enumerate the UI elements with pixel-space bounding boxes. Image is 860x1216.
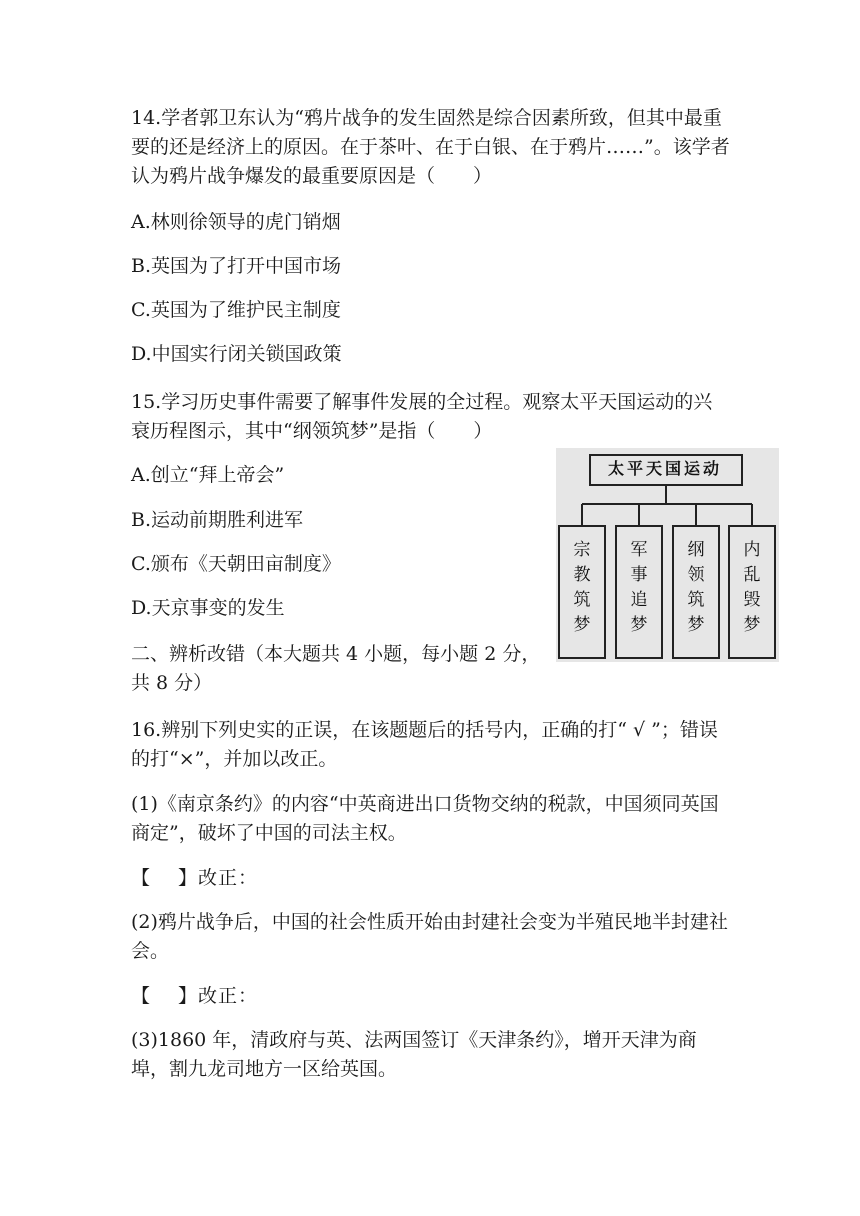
answer-blank-1[interactable]: 【 】改正：	[131, 867, 259, 889]
diagram-char: 筑	[573, 590, 591, 610]
diagram-char: 梦	[573, 615, 591, 635]
diagram-char: 乱	[743, 565, 761, 585]
question-15-option-c: C.颁布《天朝田亩制度》	[131, 553, 341, 575]
question-15-option-a: A.创立“拜上帝会”	[131, 464, 285, 486]
question-14-option-b: B.英国为了打开中国市场	[131, 255, 342, 277]
diagram-char: 梦	[743, 615, 761, 635]
answer-blank-2[interactable]: 【 】改正：	[131, 985, 259, 1007]
question-15-option-d: D.天京事变的发生	[131, 597, 285, 619]
question-15-option-b: B.运动前期胜利进军	[131, 509, 304, 531]
diagram-char: 毁	[743, 590, 761, 610]
diagram-char: 事	[630, 565, 648, 585]
diagram-box-military	[617, 528, 661, 656]
taiping-diagram	[556, 448, 779, 662]
question-14-option-c: C.英国为了维护民主制度	[131, 299, 341, 321]
question-14-option-a: A.林则徐领导的虎门销烟	[131, 211, 341, 233]
diagram-char: 内	[743, 540, 761, 560]
diagram-char: 领	[687, 565, 705, 585]
question-14-option-d: D.中国实行闭关锁国政策	[131, 343, 342, 365]
question-16-item-1: (1)《南京条约》的内容“中英商进出口货物交纳的税款，中国须同英国商定”，破坏了中国的司法主权。	[131, 793, 719, 844]
diagram-char: 筑	[687, 590, 705, 610]
diagram-char: 纲	[687, 540, 705, 560]
diagram-char: 梦	[630, 615, 648, 635]
section-2-heading: 二、辨析改错（本大题共 4 小题，每小题 2 分，共 8 分）	[131, 643, 541, 694]
diagram-char: 梦	[687, 615, 705, 635]
diagram-box-program	[674, 528, 718, 656]
diagram-box-turmoil	[730, 528, 774, 656]
question-16-stem: 16.辨别下列史实的正误，在该题题后的括号内，正确的打“ √ ”；错误的打“×”，并加以改正。	[131, 719, 718, 770]
diagram-char: 追	[630, 590, 648, 610]
diagram-char: 军	[630, 540, 648, 560]
question-15-stem: 15.学习历史事件需要了解事件发展的全过程。观察太平天国运动的兴衰历程图示，其中“纲领筑梦”是指（ ）	[131, 391, 713, 442]
diagram-title: 太平天国运动	[607, 459, 722, 478]
diagram-char: 宗	[573, 540, 591, 560]
question-16-item-2: (2)鸦片战争后，中国的社会性质开始由封建社会变为半殖民地半封建社会。	[131, 911, 728, 962]
diagram-box-religion	[560, 528, 604, 656]
diagram-char: 教	[573, 565, 591, 585]
question-16-item-3: (3)1860 年，清政府与英、法两国签订《天津条约》，增开天津为商埠，割九龙司地方一区给英国。	[131, 1029, 697, 1080]
question-14-stem: 14.学者郭卫东认为“鸦片战争的发生固然是综合因素所致，但其中最重要的还是经济上的原因。在于茶叶、在于白银、在于鸦片……”。该学者认为鸦片战争爆发的最重要原因是（ ）	[131, 107, 730, 187]
